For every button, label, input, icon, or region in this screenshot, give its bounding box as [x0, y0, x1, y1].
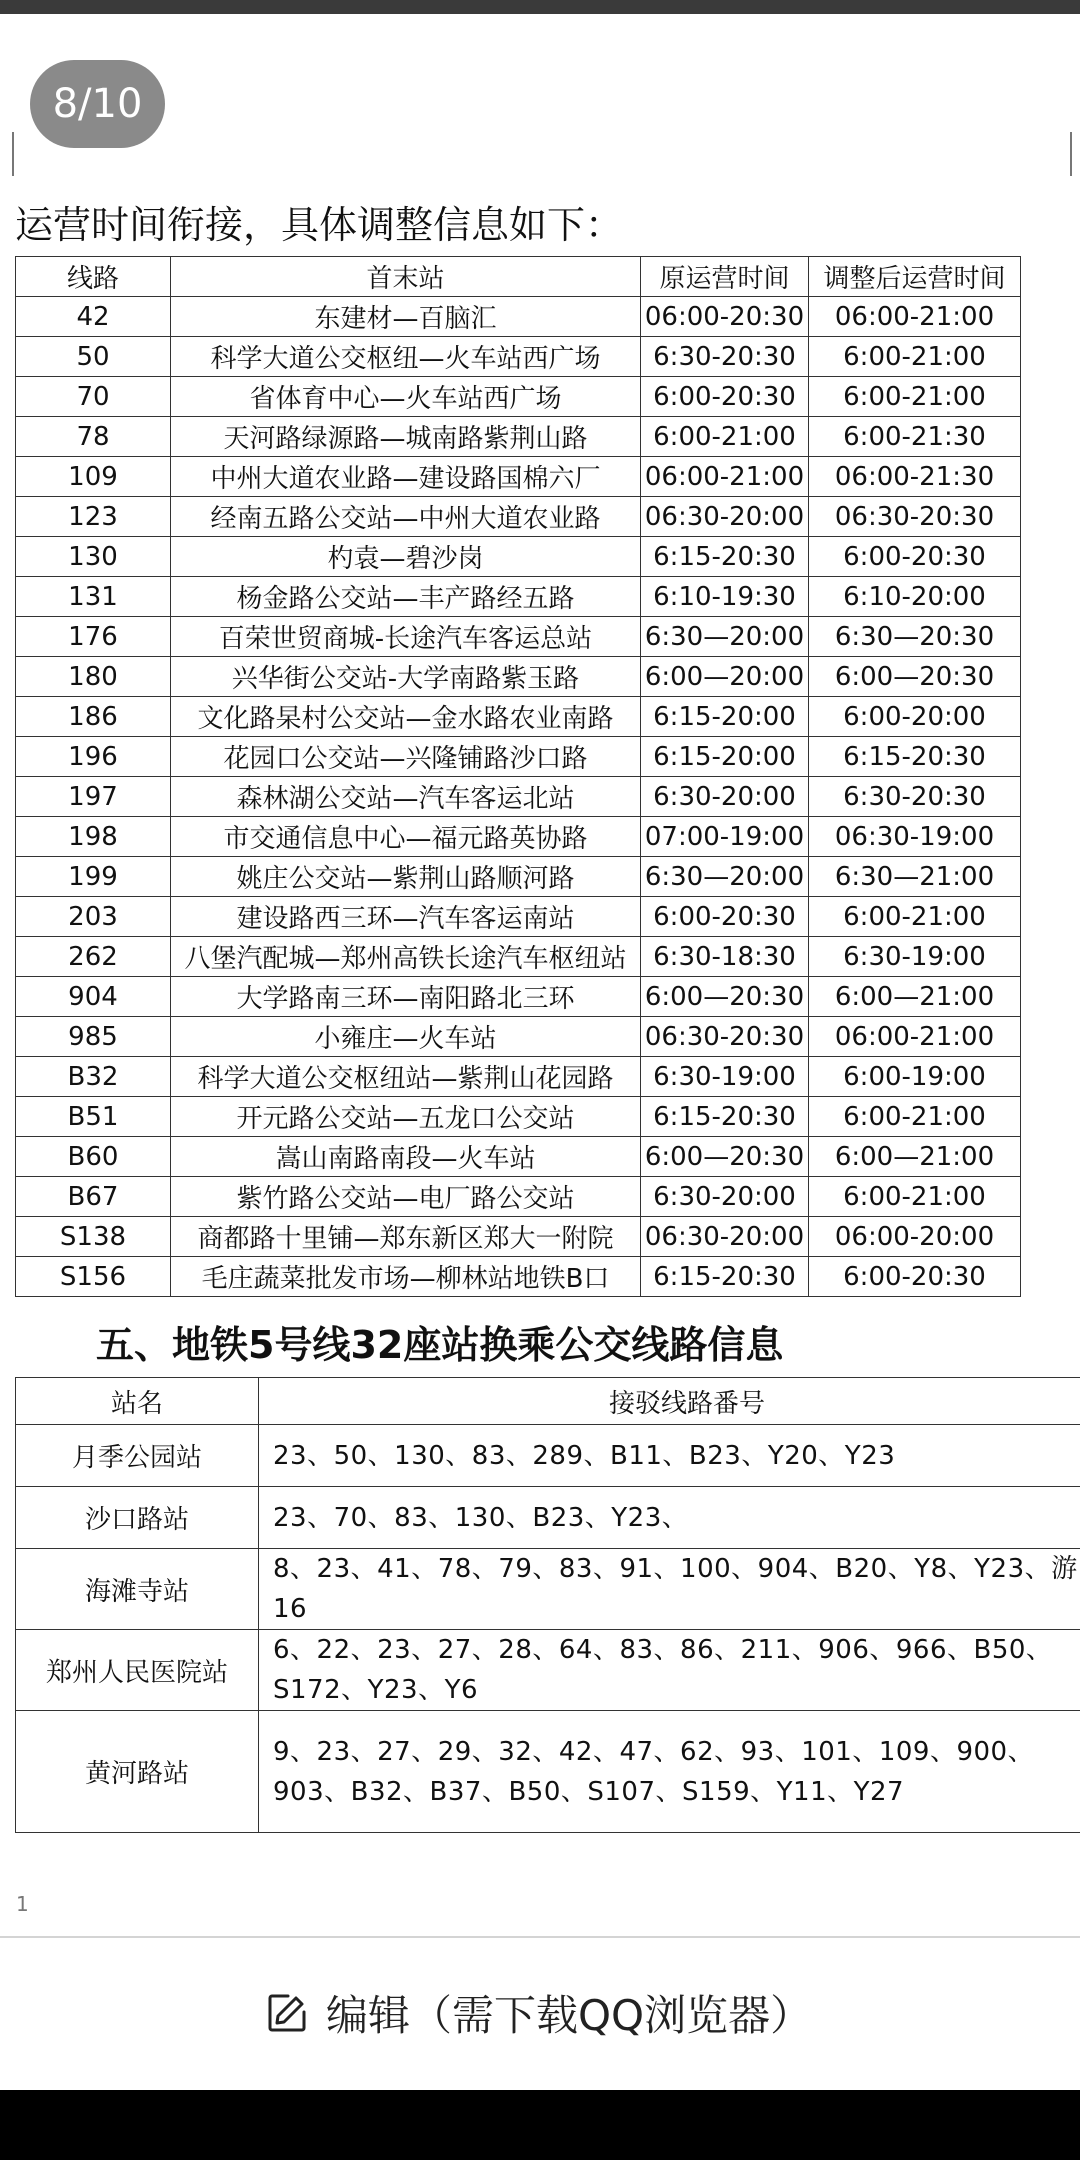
route-cell: 78 [16, 417, 171, 457]
original-time-cell: 6:00-20:30 [641, 897, 809, 937]
lines-cell: 9、23、27、29、32、42、47、62、93、101、109、900、903、B32、B37、B50、S107、S159、Y11、Y27 [259, 1711, 1080, 1833]
edit-button-label: 编辑（需下载QQ浏览器） [326, 1991, 813, 2040]
terminals-cell: 花园口公交站—兴隆铺路沙口路 [171, 737, 641, 777]
original-time-cell: 07:00-19:00 [641, 817, 809, 857]
adjusted-time-cell: 06:30-19:00 [809, 817, 1021, 857]
route-cell: 262 [16, 937, 171, 977]
adjusted-time-cell: 6:00-20:30 [809, 1257, 1021, 1297]
header-terminals: 首末站 [171, 257, 641, 297]
table-row [16, 457, 1021, 497]
table-row [16, 377, 1021, 417]
terminals-cell: 市交通信息中心—福元路英协路 [171, 817, 641, 857]
route-cell: B67 [16, 1177, 171, 1217]
terminals-cell: 小雍庄—火车站 [171, 1017, 641, 1057]
terminals-cell: 杨金路公交站—丰产路经五路 [171, 577, 641, 617]
terminals-cell: 天河路绿源路—城南路紫荆山路 [171, 417, 641, 457]
terminals-cell: 中州大道农业路—建设路国棉六厂 [171, 457, 641, 497]
terminals-cell: 商都路十里铺—郑东新区郑大一附院 [171, 1217, 641, 1257]
original-time-cell: 6:15-20:30 [641, 1257, 809, 1297]
table-row [16, 1097, 1021, 1137]
transfer-table [15, 1377, 1080, 1833]
table-row [16, 1137, 1021, 1177]
terminals-cell: 建设路西三环—汽车客运南站 [171, 897, 641, 937]
adjusted-time-cell: 6:00-21:00 [809, 1097, 1021, 1137]
edit-button[interactable] [266, 1978, 812, 2048]
terminals-cell: 东建材—百脑汇 [171, 297, 641, 337]
table-row [16, 1487, 1080, 1549]
original-time-cell: 06:00-21:00 [641, 457, 809, 497]
terminals-cell: 大学路南三环—南阳路北三环 [171, 977, 641, 1017]
terminals-cell: 百荣世贸商城-长途汽车客运总站 [171, 617, 641, 657]
table-row [16, 937, 1021, 977]
original-time-cell: 6:00-21:00 [641, 417, 809, 457]
route-cell: 123 [16, 497, 171, 537]
adjusted-time-cell: 06:00-21:30 [809, 457, 1021, 497]
terminals-cell: 经南五路公交站—中州大道农业路 [171, 497, 641, 537]
original-time-cell: 6:00—20:30 [641, 977, 809, 1017]
route-cell: 985 [16, 1017, 171, 1057]
table-row [16, 1630, 1080, 1711]
route-cell: B51 [16, 1097, 171, 1137]
lines-cell: 23、70、83、130、B23、Y23、 [259, 1487, 1080, 1549]
adjusted-time-cell: 6:00-21:30 [809, 417, 1021, 457]
table-row [16, 697, 1021, 737]
table-row [16, 1177, 1021, 1217]
original-time-cell: 6:15-20:00 [641, 697, 809, 737]
schedule-table [15, 256, 1021, 1297]
route-cell: 180 [16, 657, 171, 697]
adjusted-time-cell: 6:30-20:30 [809, 777, 1021, 817]
adjusted-time-cell: 6:00-21:00 [809, 377, 1021, 417]
route-cell: 203 [16, 897, 171, 937]
original-time-cell: 6:15-20:30 [641, 1097, 809, 1137]
adjusted-time-cell: 6:00—21:00 [809, 1137, 1021, 1177]
table-row [16, 1549, 1080, 1630]
schedule-header-row [16, 257, 1021, 297]
crop-mark-left [0, 132, 14, 176]
table-row [16, 1257, 1021, 1297]
adjusted-time-cell: 6:30—20:30 [809, 617, 1021, 657]
table-row [16, 857, 1021, 897]
adjusted-time-cell: 6:15-20:30 [809, 737, 1021, 777]
terminals-cell: 森林湖公交站—汽车客运北站 [171, 777, 641, 817]
page-indicator: 8/10 [30, 60, 165, 148]
route-cell: 176 [16, 617, 171, 657]
table-row [16, 1017, 1021, 1057]
terminals-cell: 科学大道公交枢纽—火车站西广场 [171, 337, 641, 377]
bottom-toolbar [0, 1938, 1080, 2090]
table-row [16, 417, 1021, 457]
route-cell: 70 [16, 377, 171, 417]
adjusted-time-cell: 6:00-19:00 [809, 1057, 1021, 1097]
transfer-body [16, 1425, 1080, 1833]
section-title: 五、地铁5号线32座站换乘公交线路信息 [96, 1323, 784, 1367]
table-row [16, 897, 1021, 937]
table-row [16, 537, 1021, 577]
route-cell: 904 [16, 977, 171, 1017]
original-time-cell: 6:00—20:30 [641, 1137, 809, 1177]
lines-cell: 23、50、130、83、289、B11、B23、Y20、Y23 [259, 1425, 1080, 1487]
crop-mark-right [1070, 132, 1080, 176]
original-time-cell: 6:30-20:00 [641, 1177, 809, 1217]
adjusted-time-cell: 6:00-21:00 [809, 337, 1021, 377]
adjusted-time-cell: 6:00-21:00 [809, 897, 1021, 937]
schedule-body [16, 297, 1021, 1297]
terminals-cell: 兴华街公交站-大学南路紫玉路 [171, 657, 641, 697]
route-cell: 130 [16, 537, 171, 577]
route-cell: B32 [16, 1057, 171, 1097]
table-row [16, 577, 1021, 617]
original-time-cell: 6:30-20:00 [641, 777, 809, 817]
route-cell: 131 [16, 577, 171, 617]
status-bar [0, 0, 1080, 14]
adjusted-time-cell: 06:00-21:00 [809, 297, 1021, 337]
adjusted-time-cell: 6:30-19:00 [809, 937, 1021, 977]
table-row [16, 817, 1021, 857]
original-time-cell: 6:30-20:30 [641, 337, 809, 377]
original-time-cell: 6:30—20:00 [641, 857, 809, 897]
lines-cell: 6、22、23、27、28、64、83、86、211、906、966、B50、 S172、Y23、Y6 [259, 1630, 1080, 1711]
navigation-bar [0, 2090, 1080, 2160]
route-cell: 197 [16, 777, 171, 817]
table-row [16, 337, 1021, 377]
adjusted-time-cell: 6:00-20:00 [809, 697, 1021, 737]
table-row [16, 1217, 1021, 1257]
original-time-cell: 6:00—20:00 [641, 657, 809, 697]
table-row [16, 497, 1021, 537]
header-route: 线路 [16, 257, 171, 297]
terminals-cell: 毛庄蔬菜批发市场—柳林站地铁B口 [171, 1257, 641, 1297]
route-cell: 199 [16, 857, 171, 897]
edit-icon [266, 1992, 308, 2034]
terminals-cell: 开元路公交站—五龙口公交站 [171, 1097, 641, 1137]
terminals-cell: 科学大道公交枢纽站—紫荆山花园路 [171, 1057, 641, 1097]
original-time-cell: 6:30-19:00 [641, 1057, 809, 1097]
table-row [16, 977, 1021, 1017]
route-cell: 109 [16, 457, 171, 497]
header-adjusted-time: 调整后运营时间 [809, 257, 1021, 297]
station-cell: 郑州人民医院站 [16, 1630, 259, 1711]
table-row [16, 1057, 1021, 1097]
adjusted-time-cell: 06:30-20:30 [809, 497, 1021, 537]
adjusted-time-cell: 6:00—21:00 [809, 977, 1021, 1017]
intro-text: 运营时间衔接，具体调整信息如下： [15, 203, 624, 247]
adjusted-time-cell: 06:00-21:00 [809, 1017, 1021, 1057]
route-cell: S138 [16, 1217, 171, 1257]
table-row [16, 1425, 1080, 1487]
original-time-cell: 6:10-19:30 [641, 577, 809, 617]
header-original-time: 原运营时间 [641, 257, 809, 297]
route-cell: 198 [16, 817, 171, 857]
original-time-cell: 6:00-20:30 [641, 377, 809, 417]
original-time-cell: 6:30—20:00 [641, 617, 809, 657]
adjusted-time-cell: 6:30—21:00 [809, 857, 1021, 897]
terminals-cell: 姚庄公交站—紫荆山路顺河路 [171, 857, 641, 897]
route-cell: B60 [16, 1137, 171, 1177]
original-time-cell: 06:30-20:00 [641, 497, 809, 537]
original-time-cell: 6:30-18:30 [641, 937, 809, 977]
original-time-cell: 06:00-20:30 [641, 297, 809, 337]
lines-cell: 8、23、41、78、79、83、91、100、904、B20、Y8、Y23、游16 [259, 1549, 1080, 1630]
route-cell: 42 [16, 297, 171, 337]
adjusted-time-cell: 6:00—20:30 [809, 657, 1021, 697]
table-row [16, 617, 1021, 657]
table-row [16, 297, 1021, 337]
transfer-header-row [16, 1378, 1080, 1425]
table-row [16, 1711, 1080, 1833]
adjusted-time-cell: 06:00-20:00 [809, 1217, 1021, 1257]
original-time-cell: 6:15-20:00 [641, 737, 809, 777]
terminals-cell: 杓袁—碧沙岗 [171, 537, 641, 577]
route-cell: S156 [16, 1257, 171, 1297]
original-time-cell: 06:30-20:00 [641, 1217, 809, 1257]
route-cell: 50 [16, 337, 171, 377]
station-cell: 沙口路站 [16, 1487, 259, 1549]
original-time-cell: 06:30-20:30 [641, 1017, 809, 1057]
table-row [16, 777, 1021, 817]
terminals-cell: 紫竹路公交站—电厂路公交站 [171, 1177, 641, 1217]
page-number: 1 [16, 1892, 29, 1916]
terminals-cell: 省体育中心—火车站西广场 [171, 377, 641, 417]
terminals-cell: 八堡汽配城—郑州高铁长途汽车枢纽站 [171, 937, 641, 977]
table-row [16, 657, 1021, 697]
original-time-cell: 6:15-20:30 [641, 537, 809, 577]
route-cell: 196 [16, 737, 171, 777]
table-row [16, 737, 1021, 777]
station-cell: 月季公园站 [16, 1425, 259, 1487]
station-cell: 海滩寺站 [16, 1549, 259, 1630]
station-cell: 黄河路站 [16, 1711, 259, 1833]
header-lines: 接驳线路番号 [259, 1378, 1080, 1425]
terminals-cell: 嵩山南路南段—火车站 [171, 1137, 641, 1177]
route-cell: 186 [16, 697, 171, 737]
terminals-cell: 文化路杲村公交站—金水路农业南路 [171, 697, 641, 737]
adjusted-time-cell: 6:00-20:30 [809, 537, 1021, 577]
adjusted-time-cell: 6:10-20:00 [809, 577, 1021, 617]
header-station: 站名 [16, 1378, 259, 1425]
adjusted-time-cell: 6:00-21:00 [809, 1177, 1021, 1217]
